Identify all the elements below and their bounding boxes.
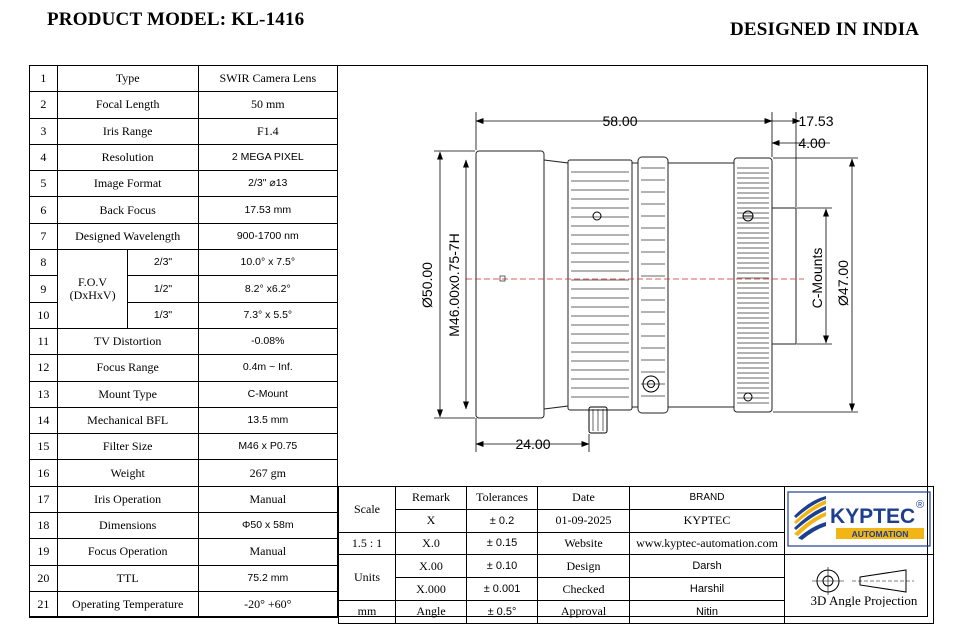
designed-in-label: DESIGNED IN INDIA — [730, 19, 920, 40]
fov-format: 1/3" — [128, 302, 198, 328]
spec-row — [30, 355, 338, 381]
spec-row — [30, 460, 338, 486]
screw-icon — [744, 393, 752, 401]
spec-row — [30, 513, 338, 539]
row-number: 3 — [30, 118, 58, 144]
spec-row — [30, 197, 338, 223]
tolerance-value: ± 0.15 — [467, 532, 538, 555]
spec-label: Operating Temperature — [57, 591, 198, 617]
spec-label: Mechanical BFL — [57, 407, 198, 433]
spec-row — [30, 328, 338, 354]
row-number: 4 — [30, 144, 58, 170]
remark-value: X — [396, 509, 467, 532]
tolerance-value: ± 0.5° — [467, 600, 538, 623]
brand-header: BRAND — [630, 487, 785, 510]
remark-value: X.0 — [396, 532, 467, 555]
spec-label: Weight — [57, 460, 198, 486]
focus-ring — [568, 160, 632, 410]
spec-row — [30, 171, 338, 197]
spec-row — [30, 381, 338, 407]
approval-label: Approval — [538, 600, 630, 623]
spec-row — [30, 539, 338, 565]
remark-value: Angle — [396, 600, 467, 623]
spec-value: 17.53 mm — [198, 197, 337, 223]
tolerance-value: ± 0.001 — [467, 578, 538, 601]
logo-cell — [785, 487, 934, 555]
outer-diameter-dimension: Ø50.00 — [419, 262, 435, 308]
lens-spacer — [632, 163, 638, 407]
spec-value: Manual — [198, 539, 337, 565]
spec-label: Dimensions — [57, 513, 198, 539]
spec-value: 900-1700 nm — [198, 223, 337, 249]
spec-label: TTL — [57, 565, 198, 591]
scale-value: 1.5 : 1 — [339, 532, 396, 555]
row-number: 6 — [30, 197, 58, 223]
fov-format: 1/2" — [128, 276, 198, 302]
row-number: 20 — [30, 565, 58, 591]
spec-value: C-Mount — [198, 381, 337, 407]
spec-value: M46 x P0.75 — [198, 434, 337, 460]
row-number: 8 — [30, 250, 58, 276]
website-value: www.kyptec-automation.com — [630, 532, 785, 555]
spec-value: 50 mm — [198, 92, 337, 118]
remark-value: X.00 — [396, 555, 467, 578]
spec-row — [30, 118, 338, 144]
brand-value: KYPTEC — [630, 509, 785, 532]
fov-label-line1: F.O.V — [78, 275, 108, 290]
spec-label: TV Distortion — [57, 328, 198, 354]
approval-value: Nitin — [630, 600, 785, 623]
units-value: mm — [339, 600, 396, 623]
date-header: Date — [538, 487, 630, 510]
kyptec-logo — [786, 488, 932, 550]
spec-value: F1.4 — [198, 118, 337, 144]
spec-row — [30, 223, 338, 249]
filter-thread-dimension: M46.00x0.75-7H — [446, 233, 462, 337]
row-number: 11 — [30, 328, 58, 354]
spec-value: Φ50 x 58m — [198, 513, 337, 539]
row-number: 9 — [30, 276, 58, 302]
row-number: 18 — [30, 513, 58, 539]
row-number: 17 — [30, 486, 58, 512]
lens-front-taper — [544, 160, 568, 409]
row-number: 12 — [30, 355, 58, 381]
spec-value: 75.2 mm — [198, 565, 337, 591]
tolerance-value: ± 0.10 — [467, 555, 538, 578]
spec-row — [30, 591, 338, 617]
row-number: 10 — [30, 302, 58, 328]
lens-front-barrel — [476, 151, 544, 418]
mount-length-dimension: 4.00 — [798, 135, 826, 151]
remark-value: X.000 — [396, 578, 467, 601]
fov-value: 10.0° x 7.5° — [198, 250, 337, 276]
spec-label: Focal Length — [57, 92, 198, 118]
mount-type-dimension: C-Mounts — [809, 247, 825, 309]
row-number: 1 — [30, 66, 58, 92]
screw-icon — [593, 212, 601, 220]
spec-label: Type — [57, 66, 198, 92]
spec-row — [30, 486, 338, 512]
spec-row — [30, 66, 338, 92]
rear-diameter-dimension: Ø47.00 — [835, 260, 851, 306]
design-value: Darsh — [630, 555, 785, 578]
back-focus-dimension: 17.53 — [798, 113, 834, 129]
spec-label: Image Format — [57, 171, 198, 197]
row-number: 16 — [30, 460, 58, 486]
spec-value: 267 gm — [198, 460, 337, 486]
spec-value: 2 MEGA PIXEL — [198, 144, 337, 170]
row-number: 14 — [30, 407, 58, 433]
spec-row — [30, 565, 338, 591]
spec-value: -0.08% — [198, 328, 337, 354]
row-number: 15 — [30, 434, 58, 460]
checked-label: Checked — [538, 578, 630, 601]
logo-subtext: AUTOMATION — [851, 528, 909, 539]
logo-emblem-icon — [794, 496, 826, 540]
projection-cell — [785, 555, 934, 623]
row-number: 19 — [30, 539, 58, 565]
spec-value: -20° +60° — [198, 591, 337, 617]
row-number: 7 — [30, 223, 58, 249]
date-value: 01-09-2025 — [538, 509, 630, 532]
row-number: 13 — [30, 381, 58, 407]
fov-label — [57, 250, 128, 329]
spec-label: Iris Range — [57, 118, 198, 144]
iris-ring — [638, 157, 668, 413]
spec-row — [30, 434, 338, 460]
spec-label: Iris Operation — [57, 486, 198, 512]
c-mount — [772, 208, 796, 344]
lens-rear-barrel — [668, 163, 734, 407]
spec-label: Designed Wavelength — [57, 223, 198, 249]
spec-value: 13.5 mm — [198, 407, 337, 433]
row-number: 2 — [30, 92, 58, 118]
spec-value: 2/3" ⌀13 — [198, 171, 337, 197]
spec-label: Filter Size — [57, 434, 198, 460]
projection-label: 3D Angle Projection — [810, 593, 918, 608]
spec-label: Mount Type — [57, 381, 198, 407]
fov-label-line2: (DxHxV) — [69, 288, 116, 303]
spec-row — [30, 407, 338, 433]
rear-grip-ring — [734, 158, 772, 412]
row-number: 21 — [30, 591, 58, 617]
design-label: Design — [538, 555, 630, 578]
spec-value: Manual — [198, 486, 337, 512]
knurl-lines — [571, 168, 769, 403]
dimension-lines — [434, 112, 858, 452]
website-label: Website — [538, 532, 630, 555]
fov-format: 2/3" — [128, 250, 198, 276]
row-number: 5 — [30, 171, 58, 197]
spec-label: Resolution — [57, 144, 198, 170]
tolerance-value: ± 0.2 — [467, 509, 538, 532]
units-label: Units — [339, 555, 396, 601]
overall-length-dimension: 58.00 — [602, 113, 638, 129]
spec-value: SWIR Camera Lens — [198, 66, 337, 92]
logo-text: KYPTEC — [830, 504, 916, 528]
spec-table — [29, 65, 338, 618]
logo-registered-mark: ® — [916, 498, 925, 511]
projection-symbol-icon — [786, 567, 932, 607]
fov-value: 7.3° x 5.5° — [198, 302, 337, 328]
spec-label: Back Focus — [57, 197, 198, 223]
spec-value: 0.4m ~ Inf. — [198, 355, 337, 381]
spec-row — [30, 92, 338, 118]
fov-row — [30, 250, 338, 276]
checked-value: Harshil — [630, 578, 785, 601]
remark-header: Remark — [396, 487, 467, 510]
front-length-dimension: 24.00 — [515, 436, 551, 452]
tolerance-header: Tolerances — [467, 487, 538, 510]
product-model-title: PRODUCT MODEL: KL-1416 — [47, 9, 305, 30]
fov-value: 8.2° x6.2° — [198, 276, 337, 302]
spec-row — [30, 144, 338, 170]
lens-technical-drawing — [338, 66, 927, 485]
scale-label: Scale — [339, 487, 396, 533]
title-block — [338, 486, 934, 624]
spec-label: Focus Operation — [57, 539, 198, 565]
spec-label: Focus Range — [57, 355, 198, 381]
